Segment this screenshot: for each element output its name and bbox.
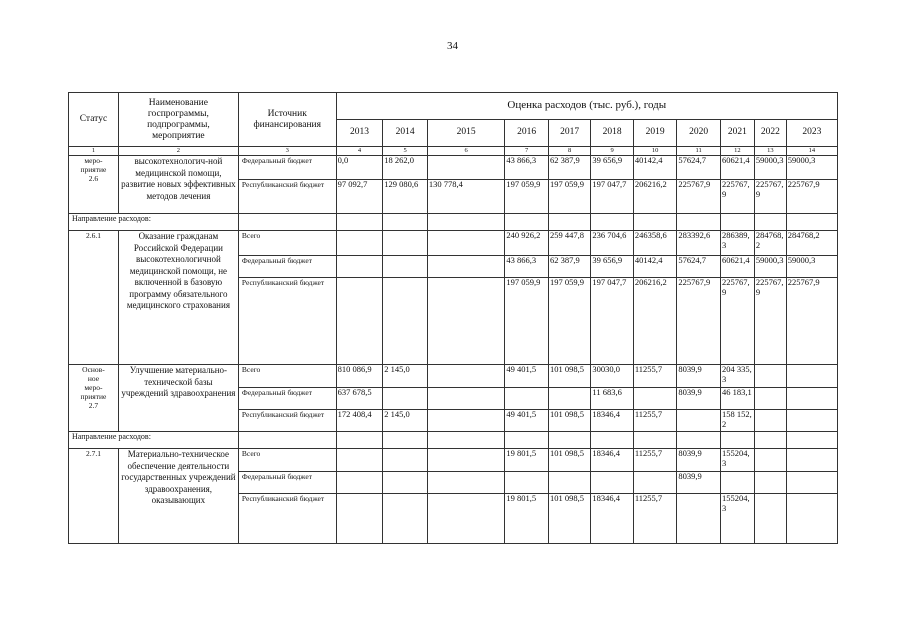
value-cell [720,472,754,494]
value-cell: 57624,7 [677,256,721,278]
value-cell: 60621,4 [720,156,754,180]
value-cell [427,472,505,494]
value-cell: 197 059,9 [505,278,549,365]
value-cell: 49 401,5 [505,410,549,432]
table-row [69,432,838,449]
value-cell: 225767,9 [720,180,754,214]
value-cell: 62 387,9 [548,256,590,278]
empty-cell [383,432,428,449]
value-cell [383,231,428,256]
value-cell: 225767,9 [754,180,786,214]
value-cell: 225767,9 [786,278,837,365]
empty-cell [336,432,383,449]
value-cell: 197 059,9 [548,278,590,365]
value-cell [754,365,786,388]
status-cell: меро- приятие 2.6 [69,156,119,214]
column-number: 7 [505,147,549,156]
empty-cell [548,432,590,449]
value-cell [786,388,837,410]
value-cell: 39 656,9 [591,256,633,278]
value-cell: 18346,4 [591,410,633,432]
value-cell: 40142,4 [633,156,677,180]
value-cell [336,449,383,472]
column-number: 12 [720,147,754,156]
value-cell: 59000,3 [786,256,837,278]
status-cell: Основ- ное меро- приятие 2.7 [69,365,119,432]
value-cell [754,410,786,432]
value-cell: 57624,7 [677,156,721,180]
value-cell: 11255,7 [633,365,677,388]
empty-cell [383,214,428,231]
value-cell: 8039,9 [677,365,721,388]
table-row [69,231,838,256]
item-name: Материально-техническое обеспечение деятельности государственных учреждений здравоохранения, оказывающих [118,449,238,544]
value-cell [383,388,428,410]
value-cell: 8039,9 [677,449,721,472]
value-cell: 637 678,5 [336,388,383,410]
funding-source: Всего [238,365,336,388]
empty-cell [720,432,754,449]
column-number: 4 [336,147,383,156]
value-cell: 49 401,5 [505,365,549,388]
funding-source: Федеральный бюджет [238,388,336,410]
funding-source: Республиканский бюджет [238,494,336,544]
value-cell: 283392,6 [677,231,721,256]
value-cell: 8039,9 [677,388,721,410]
value-cell: 197 059,9 [505,180,549,214]
column-number: 10 [633,147,677,156]
value-cell: 129 080,6 [383,180,428,214]
value-cell: 225767,9 [786,180,837,214]
value-cell: 11255,7 [633,410,677,432]
value-cell [505,388,549,410]
empty-cell [238,214,336,231]
value-cell: 59000,3 [754,156,786,180]
header-year: 2021 [720,120,754,147]
value-cell [633,472,677,494]
value-cell [427,278,505,365]
header-year: 2023 [786,120,837,147]
empty-cell [786,214,837,231]
value-cell: 62 387,9 [548,156,590,180]
value-cell [786,410,837,432]
value-cell: 236 704,6 [591,231,633,256]
table-row [69,156,838,180]
value-cell [591,472,633,494]
value-cell: 101 098,5 [548,494,590,544]
value-cell [336,231,383,256]
funding-source: Республиканский бюджет [238,278,336,365]
item-name: высокотехнологич-ной медицинской помощи, развитие новых эффективных методов лечения [118,156,238,214]
table-row [69,214,838,231]
value-cell: 18 262,0 [383,156,428,180]
value-cell: 11255,7 [633,449,677,472]
value-cell: 101 098,5 [548,410,590,432]
table-row [69,365,838,388]
value-cell: 43 866,3 [505,156,549,180]
value-cell [786,494,837,544]
value-cell [633,388,677,410]
column-number: 3 [238,147,336,156]
value-cell: 810 086,9 [336,365,383,388]
header-status: Статус [69,93,119,147]
value-cell [677,410,721,432]
funding-source: Республиканский бюджет [238,410,336,432]
header-year: 2014 [383,120,428,147]
value-cell: 204 335,3 [720,365,754,388]
value-cell: 18346,4 [591,449,633,472]
empty-cell [677,214,721,231]
value-cell: 59000,3 [754,256,786,278]
empty-cell [427,432,505,449]
header-year: 2015 [427,120,505,147]
value-cell: 155204,3 [720,494,754,544]
value-cell: 2 145,0 [383,365,428,388]
value-cell: 19 801,5 [505,449,549,472]
value-cell [427,410,505,432]
value-cell [786,449,837,472]
empty-cell [720,214,754,231]
value-cell [427,449,505,472]
header-year: 2017 [548,120,590,147]
value-cell [427,256,505,278]
value-cell: 246358,6 [633,231,677,256]
value-cell [754,494,786,544]
value-cell: 60621,4 [720,256,754,278]
value-cell: 240 926,2 [505,231,549,256]
item-name: Улучшение материально-технической базы учреждений здравоохранения [118,365,238,432]
empty-cell [633,214,677,231]
page-number: 34 [447,40,458,52]
value-cell: 225767,9 [677,278,721,365]
value-cell [427,231,505,256]
header-name: Наименование госпрограммы, подпрограммы, мероприятие [118,93,238,147]
header-year: 2022 [754,120,786,147]
empty-cell [633,432,677,449]
value-cell [427,365,505,388]
funding-source: Федеральный бюджет [238,156,336,180]
value-cell: 158 152,2 [720,410,754,432]
value-cell: 39 656,9 [591,156,633,180]
empty-cell [505,432,549,449]
empty-cell [786,432,837,449]
value-cell: 97 092,7 [336,180,383,214]
column-number: 9 [591,147,633,156]
empty-cell [505,214,549,231]
value-cell [754,449,786,472]
value-cell: 286389,3 [720,231,754,256]
value-cell [786,472,837,494]
value-cell: 197 047,7 [591,180,633,214]
value-cell [383,256,428,278]
value-cell: 101 098,5 [548,449,590,472]
value-cell: 30030,0 [591,365,633,388]
empty-cell [754,432,786,449]
value-cell: 46 183,1 [720,388,754,410]
value-cell: 259 447,8 [548,231,590,256]
value-cell: 59000,3 [786,156,837,180]
empty-cell [427,214,505,231]
value-cell [383,494,428,544]
value-cell [336,278,383,365]
column-number: 2 [118,147,238,156]
value-cell: 18346,4 [591,494,633,544]
header-year: 2018 [591,120,633,147]
value-cell [427,388,505,410]
header-year: 2019 [633,120,677,147]
column-number: 5 [383,147,428,156]
header-year: 2013 [336,120,383,147]
value-cell: 40142,4 [633,256,677,278]
funding-source: Всего [238,231,336,256]
value-cell: 225767,9 [754,278,786,365]
empty-cell [591,432,633,449]
value-cell [336,472,383,494]
value-cell [754,472,786,494]
value-cell: 101 098,5 [548,365,590,388]
value-cell: 155204,3 [720,449,754,472]
value-cell [336,256,383,278]
value-cell: 284768,2 [754,231,786,256]
value-cell: 0,0 [336,156,383,180]
value-cell [383,278,428,365]
column-number: 14 [786,147,837,156]
empty-cell [677,432,721,449]
item-name: Оказание гражданам Российской Федерации высокотехнологичной медицинской помощи, не включенной в базовую программу обязательного медицинского страхования [118,231,238,365]
value-cell [754,388,786,410]
value-cell [548,388,590,410]
value-cell [427,156,505,180]
value-cell [548,472,590,494]
table-row [69,449,838,472]
funding-source: Федеральный бюджет [238,256,336,278]
status-cell: 2.7.1 [69,449,119,544]
value-cell: 172 408,4 [336,410,383,432]
value-cell: 225767,9 [720,278,754,365]
status-cell: 2.6.1 [69,231,119,365]
value-cell [505,472,549,494]
value-cell [383,472,428,494]
empty-cell [754,214,786,231]
value-cell: 206216,2 [633,180,677,214]
empty-cell [548,214,590,231]
header-expenses: Оценка расходов (тыс. руб.), годы [336,93,837,120]
column-number: 1 [69,147,119,156]
value-cell: 130 778,4 [427,180,505,214]
value-cell: 2 145,0 [383,410,428,432]
value-cell [383,449,428,472]
value-cell: 197 059,9 [548,180,590,214]
value-cell [336,494,383,544]
value-cell: 11255,7 [633,494,677,544]
value-cell: 206216,2 [633,278,677,365]
value-cell: 19 801,5 [505,494,549,544]
header-year: 2016 [505,120,549,147]
value-cell [427,494,505,544]
funding-source: Республиканский бюджет [238,180,336,214]
value-cell: 284768,2 [786,231,837,256]
empty-cell [336,214,383,231]
column-number: 11 [677,147,721,156]
empty-cell [591,214,633,231]
value-cell [677,494,721,544]
expenses-table [68,92,838,544]
table-row [69,147,838,156]
column-number: 13 [754,147,786,156]
value-cell: 8039,9 [677,472,721,494]
funding-source: Всего [238,449,336,472]
direction-label: Направление расходов: [69,214,239,231]
table-row [69,93,838,120]
direction-label: Направление расходов: [69,432,239,449]
empty-cell [238,432,336,449]
column-number: 6 [427,147,505,156]
header-year: 2020 [677,120,721,147]
value-cell: 43 866,3 [505,256,549,278]
header-source: Источник финансирования [238,93,336,147]
value-cell: 197 047,7 [591,278,633,365]
funding-source: Федеральный бюджет [238,472,336,494]
column-number: 8 [548,147,590,156]
value-cell: 225767,9 [677,180,721,214]
value-cell: 11 683,6 [591,388,633,410]
value-cell [786,365,837,388]
